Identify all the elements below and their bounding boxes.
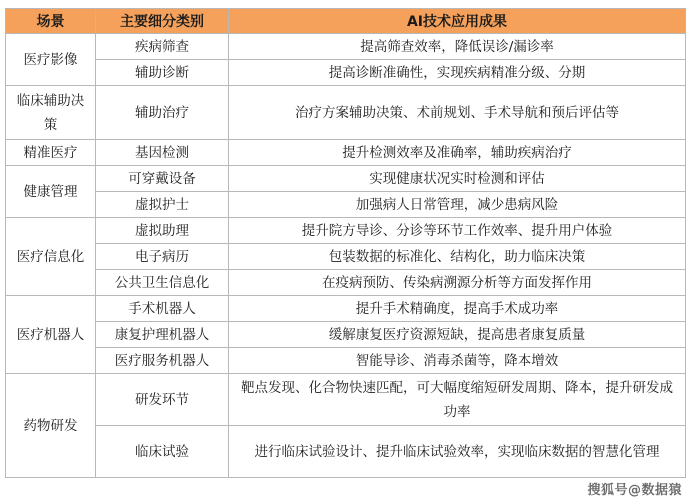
scene-cell: 临床辅助决策 <box>6 86 96 140</box>
scene-cell: 医疗信息化 <box>6 218 96 296</box>
category-cell: 研发环节 <box>96 374 229 426</box>
table-row <box>6 244 686 270</box>
table-row <box>6 296 686 322</box>
result-cell: 提升检测效率及准确率，辅助疾病治疗 <box>229 140 686 166</box>
result-cell: 包装数据的标准化、结构化，助力临床决策 <box>229 244 686 270</box>
scene-cell: 健康管理 <box>6 166 96 218</box>
table-row <box>6 218 686 244</box>
result-cell: 治疗方案辅助决策、术前规划、手术导航和预后评估等 <box>229 86 686 140</box>
category-cell: 临床试验 <box>96 426 229 478</box>
result-cell: 进行临床试验设计、提升临床试验效率，实现临床数据的智慧化管理 <box>229 426 686 478</box>
result-cell: 提升手术精确度，提高手术成功率 <box>229 296 686 322</box>
category-cell: 电子病历 <box>96 244 229 270</box>
scene-cell: 医疗影像 <box>6 34 96 86</box>
category-cell: 虚拟助理 <box>96 218 229 244</box>
category-cell: 疾病筛查 <box>96 34 229 60</box>
table-row <box>6 426 686 478</box>
header-scene: 场景 <box>6 9 96 34</box>
category-cell: 公共卫生信息化 <box>96 270 229 296</box>
result-cell: 实现健康状况实时检测和评估 <box>229 166 686 192</box>
table-row <box>6 322 686 348</box>
result-cell: 提高诊断准确性，实现疾病精准分级、分期 <box>229 60 686 86</box>
ai-medical-application-table <box>5 8 686 478</box>
table-container <box>5 8 686 478</box>
category-cell: 医疗服务机器人 <box>96 348 229 374</box>
category-cell: 康复护理机器人 <box>96 322 229 348</box>
category-cell: 基因检测 <box>96 140 229 166</box>
table-row <box>6 192 686 218</box>
result-cell: 提升院方导诊、分诊等环节工作效率、提升用户体验 <box>229 218 686 244</box>
category-cell: 手术机器人 <box>96 296 229 322</box>
category-cell: 辅助治疗 <box>96 86 229 140</box>
table-row <box>6 348 686 374</box>
category-cell: 可穿戴设备 <box>96 166 229 192</box>
result-cell: 加强病人日常管理，减少患病风险 <box>229 192 686 218</box>
table-row <box>6 140 686 166</box>
table-row <box>6 270 686 296</box>
header-category: 主要细分类别 <box>96 9 229 34</box>
result-cell: 缓解康复医疗资源短缺，提高患者康复质量 <box>229 322 686 348</box>
result-cell: 在疫病预防、传染病溯源分析等方面发挥作用 <box>229 270 686 296</box>
scene-cell: 药物研发 <box>6 374 96 478</box>
scene-cell: 医疗机器人 <box>6 296 96 374</box>
result-cell: 靶点发现、化合物快速匹配，可大幅度缩短研发周期、降本，提升研发成功率 <box>229 374 686 426</box>
result-cell: 智能导诊、消毒杀菌等，降本增效 <box>229 348 686 374</box>
result-cell: 提高筛查效率，降低误诊/漏诊率 <box>229 34 686 60</box>
category-cell: 辅助诊断 <box>96 60 229 86</box>
category-cell: 虚拟护士 <box>96 192 229 218</box>
table-row <box>6 34 686 60</box>
table-row <box>6 166 686 192</box>
table-row <box>6 86 686 140</box>
header-result: AI技术应用成果 <box>229 9 686 34</box>
watermark: 搜狐号@数据猿 <box>587 483 682 498</box>
scene-cell: 精准医疗 <box>6 140 96 166</box>
table-row <box>6 60 686 86</box>
header-row <box>6 9 686 34</box>
table-row <box>6 374 686 426</box>
